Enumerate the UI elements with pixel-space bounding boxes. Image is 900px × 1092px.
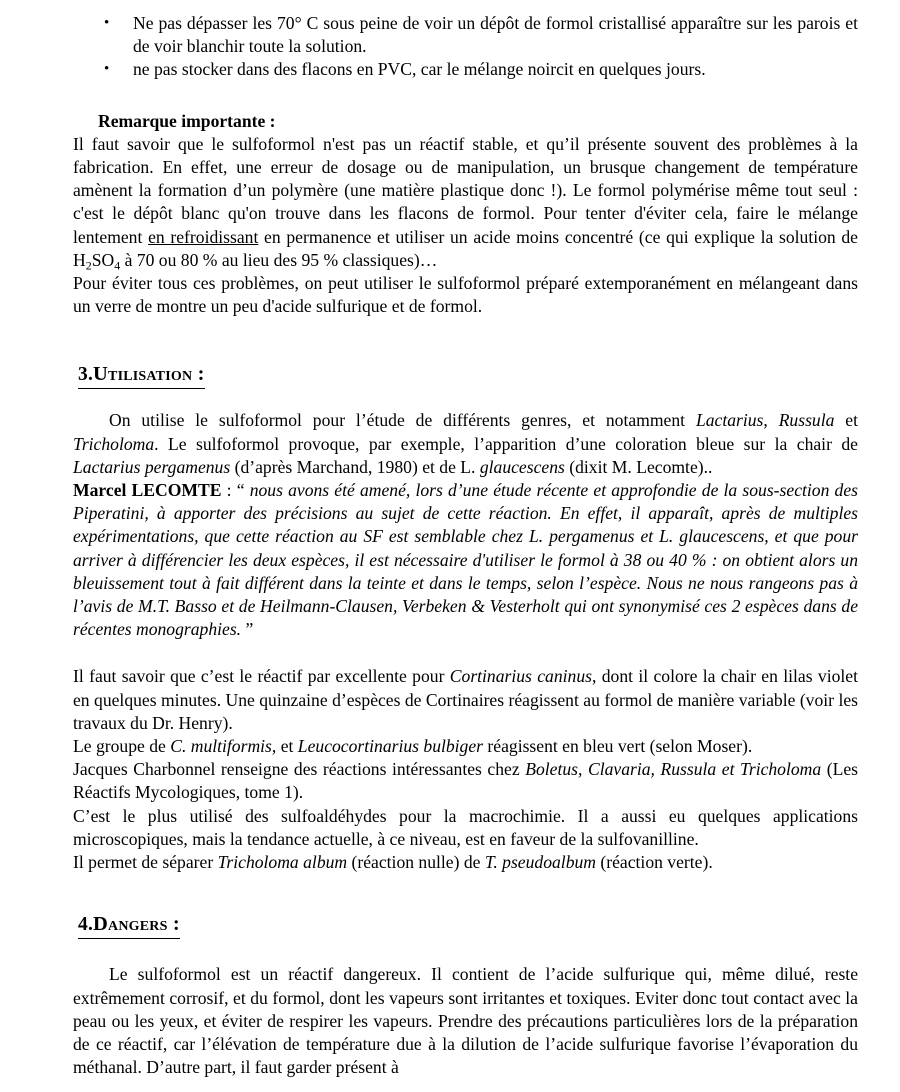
species-leucocortinarius-bulbiger: Leucocortinarius bulbiger [297, 736, 484, 757]
paragraph-multiformis [73, 735, 858, 758]
section-4-heading-wrap [78, 912, 858, 939]
species-c-multiformis: C. multiformis [170, 736, 272, 757]
section-4-paragraph-1: Le sulfoformol est un réactif dangereux. Il contient de l’acide sulfurique qui, même dilué, reste extrêmement corrosif, et du formol, dont les vapeurs sont irritantes et toxiques. Eviter donc tout contact avec la peau ou les yeux, et éviter de respirer les vapeurs. Prendre des précautions particulières lors de la préparation de ce réactif, car l’élévation de température due à la dilution de l’acide sulfurique favorise l’évaporation du méthanal. D’autre part, il faut garder présent à [73, 964, 858, 1078]
intro-text-6: (dixit M. Lecomte).. [564, 456, 713, 477]
album-text-3: (réaction verte). [596, 852, 713, 873]
remark-text-c: SO [91, 249, 115, 270]
remark-text-a: Il faut savoir que le sulfoformol n'est pas un réactif stable, et qu’il présente souvent des problèmes à la fabrication. En effet, une erreur de dosage ou de manipulation, un brusque changement de température amènent la formation d’un polymère (une matière plastique donc !). Le formol polymérise même tout seul : c'est le dépôt blanc qu'on trouve dans les flacons de formol. Pour tenter d'éviter cela, faire le mélange lentement [73, 133, 858, 247]
spacer-top [73, 0, 858, 12]
remark-text-b: en permanence et utiliser un acide moins concentré (ce qui explique la solution de H [73, 226, 858, 270]
cortinarius-text-2: , dont il colore la chair en lilas violet en quelques minutes. Une quinzaine d’espèces de Cortinaires réagissent au formol de manière variable (voir les travaux du Dr. Henry). [73, 666, 858, 733]
section-3-number: 3. [78, 364, 94, 386]
multiformis-text-1: Le groupe de [73, 736, 171, 757]
section-3-heading-wrap [78, 362, 858, 389]
intro-text-1: On utilise le sulfoformol pour l’étude de différents genres, et notamment [109, 410, 696, 431]
album-text-2: (réaction nulle) de [347, 852, 485, 873]
section-4-number: 4. [78, 914, 94, 936]
charbonnel-text-1: Jacques Charbonnel renseigne des réactions intéressantes chez [73, 759, 526, 780]
spacer-before-remark [73, 82, 858, 110]
species-cortinarius-caninus: Cortinarius caninus [449, 666, 592, 687]
charbonnel-text-2: (Les Réactifs Mycologiques, tome 1). [73, 759, 858, 803]
remark-underlined-phrase: en refroidissant [148, 226, 259, 247]
spacer-before-section-3 [73, 318, 858, 362]
remark-paragraph-2: Pour éviter tous ces problèmes, on peut utiliser le sulfoformol préparé extemporanément en mélangeant dans un verre de montre un peu d'acide sulfurique et de formol. [73, 273, 858, 317]
section-4-title: Dangers : [93, 913, 180, 936]
species-glaucescens: glaucescens [479, 456, 565, 477]
remark-paragraph-1 [73, 133, 858, 272]
genus-russula: Russula [778, 410, 835, 431]
album-text-1: Il permet de séparer [73, 852, 218, 873]
multiformis-text-2: , et [271, 736, 298, 757]
text-column [73, 0, 858, 1079]
section-3-title: Utilisation : [93, 363, 205, 386]
species-t-pseudoalbum: T. pseudoalbum [484, 852, 596, 873]
paragraph-cortinarius [73, 665, 858, 735]
lecomte-quote-paragraph [73, 479, 858, 641]
remark-text-d: à 70 ou 80 % au lieu des 95 % classiques)… [120, 249, 438, 270]
remark-heading: Remarque importante : [98, 110, 276, 131]
intro-text-5: (d’après Marchand, 1980) et de L. [230, 456, 480, 477]
species-tricholoma-album: Tricholoma album [217, 852, 348, 873]
paragraph-tricholoma-album [73, 851, 858, 874]
spacer-after-quote [73, 641, 858, 665]
quote-body: nous avons été amené, lors d’une étude récente et approfondie de la sous-section des Piperatini, à apporter des précisions au sujet de cette réaction. En effet, il apparaît, après de multiples expérimentations, que cette réaction au SF est semblable chez L. pergamenus et L. glaucescens, et que pour arriver à différencier les deux espèces, il est nécessaire d'utiliser le formol à 38 ou 40 % : on obtient alors un bleuissement tout à fait différent dans la teinte et dans le temps, selon l’espèce. Nous ne nous rangeons pas à l’avis de M.T. Basso et de Heilmann-Clausen, Verbeken & Vesterholt qui ont synonymisé ces 2 espèces dans de récentes monographies. [73, 480, 858, 640]
spacer-before-section-4 [73, 874, 858, 912]
species-lactarius-pergamenus: Lactarius pergamenus [73, 456, 231, 477]
genera-boletus-clavaria-russula-tricholoma: Boletus, Clavaria, Russula et Tricholoma [525, 759, 822, 780]
intro-text-2: , [763, 410, 779, 431]
multiformis-text-3: réagissent en bleu vert (selon Moser). [483, 736, 753, 757]
intro-text-3: et [834, 410, 858, 431]
quote-separator: : “ [221, 480, 250, 501]
formula-subscript-2: 2 [85, 258, 92, 273]
paragraph-charbonnel [73, 758, 858, 804]
formula-subscript-4: 4 [114, 258, 121, 273]
warnings-list [73, 12, 858, 82]
cortinarius-text-1: Il faut savoir que c’est le réactif par excellente pour [73, 666, 450, 687]
list-item: • Ne pas dépasser les 70° C sous peine de voir un dépôt de formol cristallisé apparaître sur les parois et de voir blanchir toute la solution. [104, 12, 858, 58]
spacer-after-section-4-heading [73, 939, 858, 963]
genus-tricholoma: Tricholoma [73, 433, 155, 454]
paragraph-sulfoaldehydes: C’est le plus utilisé des sulfoaldéhydes pour la macrochimie. Il a aussi eu quelques applications microscopiques, mais la tendance actuelle, à ce niveau, est en faveur de la sulfovanilline. [73, 805, 858, 849]
section-3-heading [78, 362, 205, 389]
spacer-after-section-3-heading [73, 389, 858, 409]
intro-text-4: . Le sulfoformol provoque, par exemple, l’apparition d’une coloration bleue sur la chair de [154, 433, 858, 454]
genus-lactarius: Lactarius [695, 410, 764, 431]
quote-author: Marcel LECOMTE [73, 480, 222, 501]
section-3-intro-paragraph [73, 409, 858, 479]
section-4-heading [78, 912, 180, 939]
list-item: • ne pas stocker dans des flacons en PVC, car le mélange noircit en quelques jours. [104, 58, 858, 81]
quote-closing-mark: ” [241, 619, 254, 640]
